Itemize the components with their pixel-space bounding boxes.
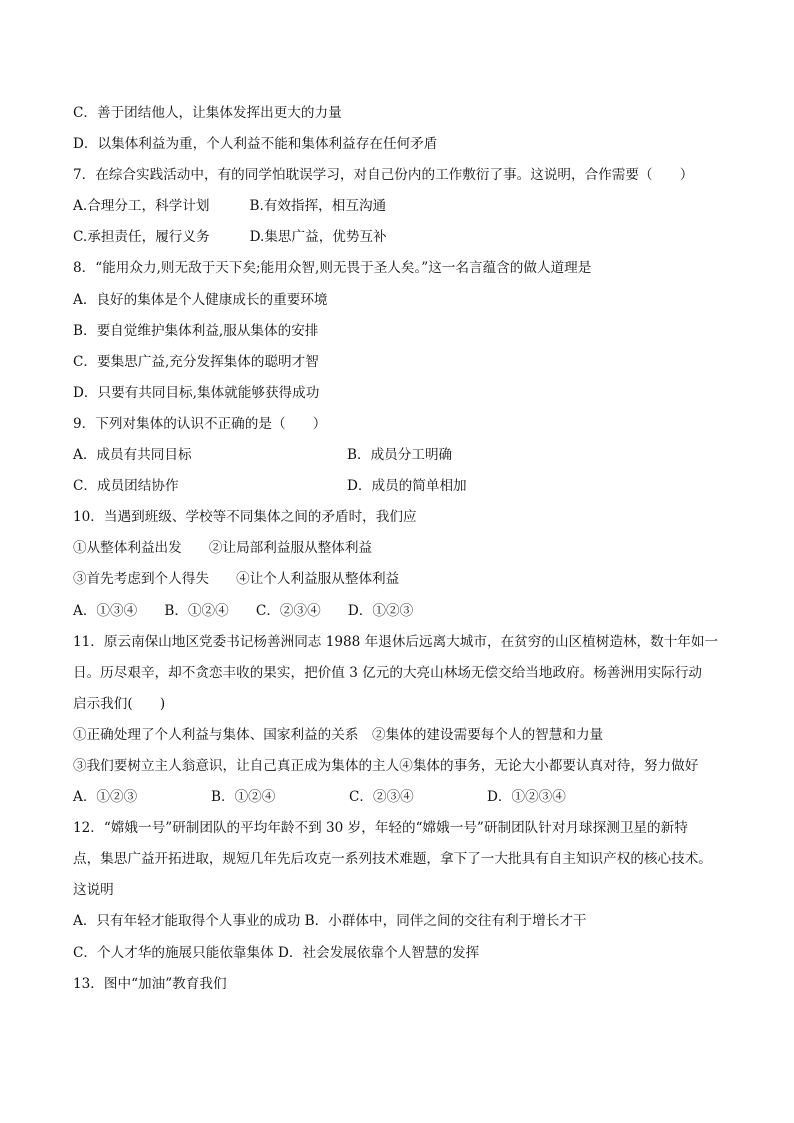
q11-stem-3: 启示我们( )	[73, 695, 166, 712]
q9-option-b: B．成员分工明确	[347, 447, 453, 464]
q10-items-2: ③首先考虑到个人得失 ④让个人利益服从整体利益	[73, 571, 400, 588]
q13-stem: 13．图中“加油”教育我们	[73, 975, 227, 992]
q7-options-row-2	[73, 222, 733, 253]
q7-options-row-1	[73, 191, 733, 222]
q11-answer-d: D．①②③④	[487, 789, 566, 806]
q9-option-c: C．成员团结协作	[73, 478, 179, 495]
q11-answer-a: A．①②③	[73, 789, 138, 806]
q7-option-d: D.集思广益，优势互补	[249, 229, 387, 246]
q9-stem: 9．下列对集体的认识不正确的是（ ）	[73, 415, 327, 432]
q11-answers	[73, 782, 733, 813]
q7-option-a: A.合理分工，科学计划	[73, 198, 210, 215]
q7-option-c: C.承担责任，履行义务	[73, 229, 210, 246]
q10-stem: 10．当遇到班级、学校等不同集体之间的矛盾时，我们应	[73, 509, 417, 526]
q11-answer-b: B．①②④	[211, 789, 276, 806]
q12-options-2: C．个人才华的施展只能依靠集体 D．社会发展依靠个人智慧的发挥	[73, 944, 480, 961]
q9-options-row-1	[73, 440, 733, 471]
q10-answers: A．①③④ B．①②④ C．②③④ D．①②③	[73, 602, 414, 619]
q6-option-c: C．善于团结他人，让集体发挥出更大的力量	[73, 105, 342, 121]
q7-option-b: B.有效指挥，相互沟通	[249, 198, 387, 215]
q6-option-d: D．以集体利益为重，个人利益不能和集体利益存在任何矛盾	[73, 136, 438, 153]
q9-options-row-2	[73, 471, 733, 502]
q12-stem-3: 这说明	[73, 882, 114, 899]
q8-option-a: A．良好的集体是个人健康成长的重要环境	[73, 291, 328, 308]
q11-answer-c: C．②③④	[349, 789, 414, 806]
q10-items-1: ①从整体利益出发 ②让局部利益服从整体利益	[73, 540, 373, 557]
q11-stem-1: 11．原云南保山地区党委书记杨善洲同志 1988 年退休后远离大城市，在贫穷的山区植树造林，数十年如一	[73, 633, 719, 650]
q11-stem-2: 日。历尽艰辛，却不贪恋丰收的果实，把价值 3 亿元的大亮山林场无偿交给当地政府。杨善洲用实际行动	[73, 664, 703, 681]
q11-items-2: ③我们要树立主人翁意识，让自己真正成为集体的主人④集体的事务，无论大小都要认真对待，努力做好	[73, 757, 699, 774]
q8-option-b: B．要自觉维护集体利益,服从集体的安排	[73, 322, 319, 339]
q12-stem-2: 点，集思广益开拓进取，规短几年先后攻克一系列技术难题，拿下了一大批具有自主知识产权的核心技术。	[73, 851, 712, 868]
q8-stem: 8．“能用众力,则无敌于天下矣;能用众智,则无畏于圣人矣。”这一名言蕴含的做人道理是	[73, 260, 592, 277]
q9-option-d: D．成员的简单相加	[347, 478, 467, 495]
q11-items-1: ①正确处理了个人利益与集体、国家利益的关系 ②集体的建设需要每个人的智慧和力量	[73, 726, 604, 743]
q7-stem: 7．在综合实践活动中，有的同学怕耽误学习，对自己份内的工作敷衍了事。这说明，合作需要（ ）	[73, 167, 694, 184]
q8-option-c: C．要集思广益,充分发挥集体的聪明才智	[73, 353, 319, 370]
q9-option-a: A．成员有共同目标	[73, 447, 192, 464]
q8-option-d: D．只要有共同目标,集体就能够获得成功	[73, 384, 320, 401]
q12-stem-1: 12．“嫦娥一号”研制团队的平均年龄不到 30 岁，年轻的“嫦娥一号”研制团队针对月球探测卫星的新特	[73, 820, 688, 837]
q12-options-1: A．只有年轻才能取得个人事业的成功 B．小群体中，同伴之间的交往有利于增长才干	[73, 913, 587, 930]
exam-page	[73, 98, 733, 1000]
